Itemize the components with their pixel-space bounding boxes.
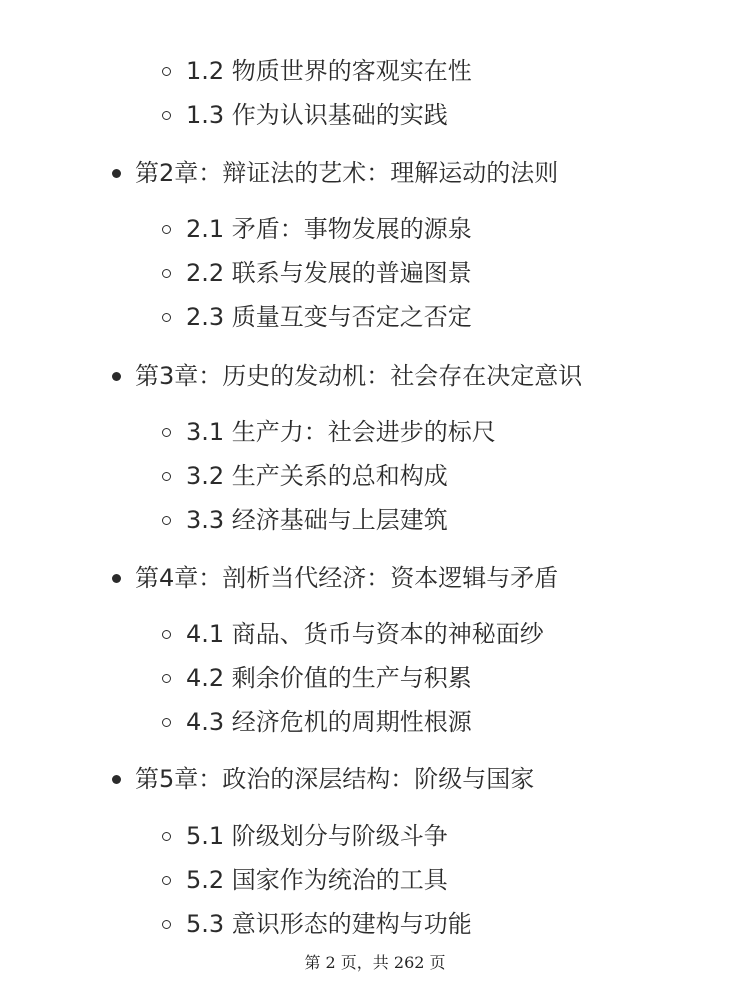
section-label: 5.1 阶级划分与阶级斗争 — [186, 822, 448, 850]
toc-section-5-2[interactable] — [162, 860, 448, 900]
toc-section-3-3[interactable] — [162, 500, 448, 540]
section-label: 2.1 矛盾：事物发展的源泉 — [186, 215, 472, 243]
toc-section-1-2[interactable] — [162, 51, 472, 91]
circle-bullet-icon — [162, 269, 171, 278]
section-label: 2.3 质量互变与否定之否定 — [186, 303, 472, 331]
chapter-title: 第2章：辩证法的艺术：理解运动的法则 — [135, 159, 559, 187]
toc-section-5-1[interactable] — [162, 816, 448, 856]
section-label: 1.2 物质世界的客观实在性 — [186, 57, 472, 85]
toc-section-4-3[interactable] — [162, 702, 472, 742]
disc-bullet-icon — [112, 775, 121, 784]
toc-section-2-3[interactable] — [162, 297, 472, 337]
toc-section-2-1[interactable] — [162, 209, 472, 249]
disc-bullet-icon — [112, 169, 121, 178]
toc-chapter-5[interactable] — [112, 759, 534, 799]
circle-bullet-icon — [162, 516, 171, 525]
circle-bullet-icon — [162, 876, 171, 885]
circle-bullet-icon — [162, 718, 171, 727]
section-label: 4.2 剩余价值的生产与积累 — [186, 664, 472, 692]
circle-bullet-icon — [162, 67, 171, 76]
toc-chapter-2[interactable] — [112, 153, 558, 193]
toc-section-5-3[interactable] — [162, 904, 472, 944]
section-label: 4.3 经济危机的周期性根源 — [186, 708, 472, 736]
circle-bullet-icon — [162, 472, 171, 481]
section-label: 4.1 商品、货币与资本的神秘面纱 — [186, 620, 544, 648]
circle-bullet-icon — [162, 313, 171, 322]
disc-bullet-icon — [112, 372, 121, 381]
circle-bullet-icon — [162, 920, 171, 929]
disc-bullet-icon — [112, 574, 121, 583]
toc-section-4-1[interactable] — [162, 614, 544, 654]
circle-bullet-icon — [162, 111, 171, 120]
section-label: 3.1 生产力：社会进步的标尺 — [186, 418, 496, 446]
circle-bullet-icon — [162, 225, 171, 234]
section-label: 3.2 生产关系的总和构成 — [186, 462, 448, 490]
page-number-footer: 第 2 页，共 262 页 — [304, 953, 446, 972]
section-label: 3.3 经济基础与上层建筑 — [186, 506, 448, 534]
toc-section-3-2[interactable] — [162, 456, 448, 496]
section-label: 2.2 联系与发展的普遍图景 — [186, 259, 472, 287]
chapter-title: 第3章：历史的发动机：社会存在决定意识 — [135, 362, 583, 390]
toc-section-3-1[interactable] — [162, 412, 496, 452]
toc-section-4-2[interactable] — [162, 658, 472, 698]
circle-bullet-icon — [162, 630, 171, 639]
toc-section-2-2[interactable] — [162, 253, 472, 293]
toc-chapter-3[interactable] — [112, 356, 582, 396]
circle-bullet-icon — [162, 674, 171, 683]
chapter-title: 第4章：剖析当代经济：资本逻辑与矛盾 — [135, 564, 559, 592]
section-label: 1.3 作为认识基础的实践 — [186, 101, 448, 129]
toc-section-1-3[interactable] — [162, 95, 448, 135]
section-label: 5.2 国家作为统治的工具 — [186, 866, 448, 894]
circle-bullet-icon — [162, 428, 171, 437]
toc-chapter-4[interactable] — [112, 558, 558, 598]
circle-bullet-icon — [162, 832, 171, 841]
chapter-title: 第5章：政治的深层结构：阶级与国家 — [135, 765, 535, 793]
section-label: 5.3 意识形态的建构与功能 — [186, 910, 472, 938]
